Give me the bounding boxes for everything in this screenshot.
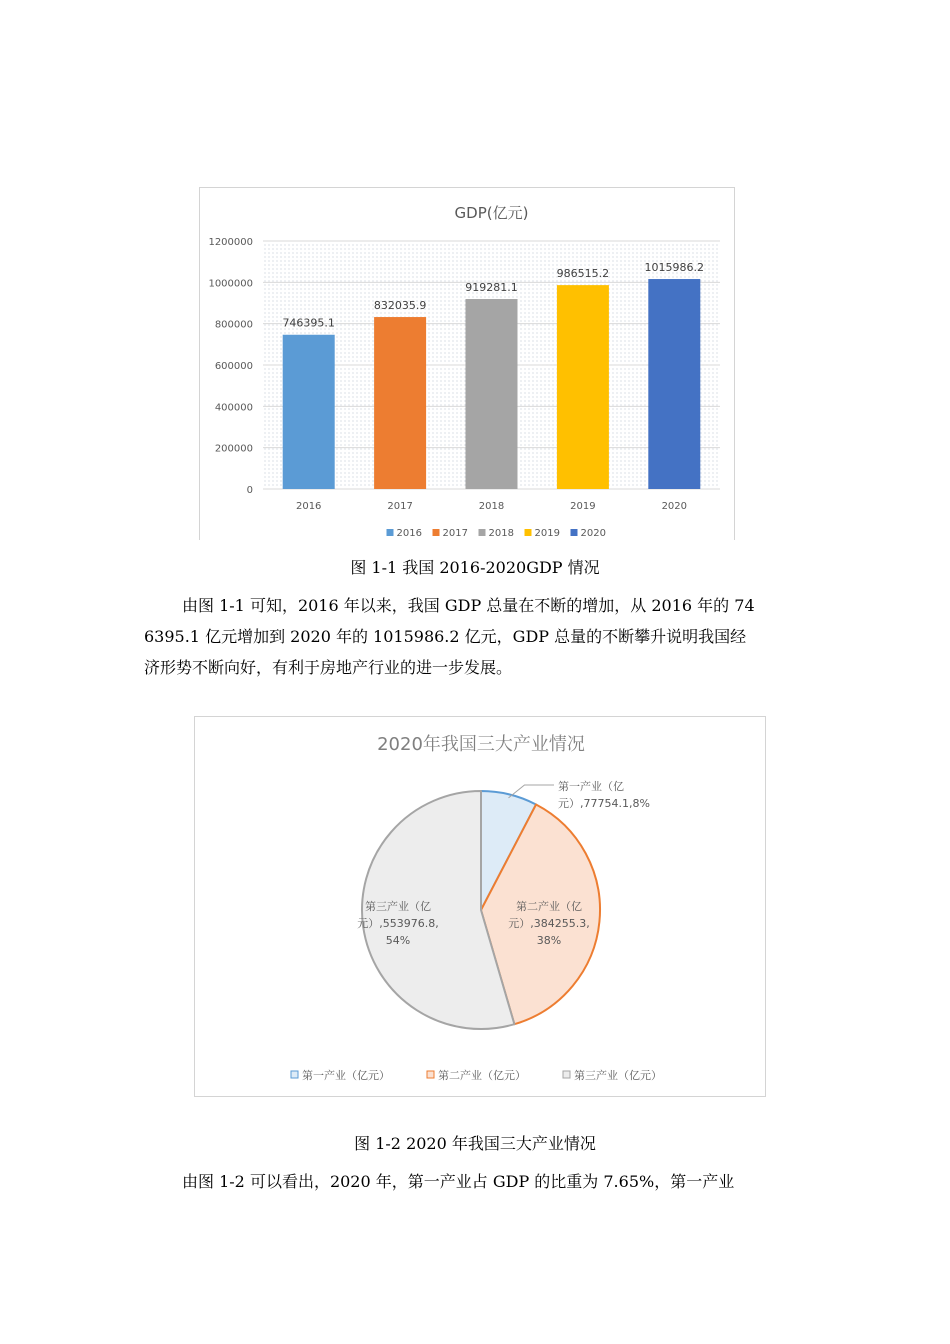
pie-chart-title: 2020年我国三大产业情况 [377, 734, 585, 755]
pie-data-label: 第一产业（亿 [558, 780, 624, 793]
legend-label: 2016 [396, 528, 422, 539]
figure-2-caption: 图 1-2 2020 年我国三大产业情况 [354, 1134, 596, 1153]
y-tick-label: 200000 [214, 443, 253, 455]
pie-data-label: 元）,77754.1,8% [558, 797, 650, 810]
bar-chart-title: GDP(亿元) [454, 204, 529, 222]
paragraph-2-line-1: 由图 1-2 可以看出，2020 年，第一产业占 GDP 的比重为 7.65%，第一产业 [182, 1172, 735, 1191]
y-tick-label: 600000 [214, 361, 253, 372]
industry-pie-chart-svg [195, 717, 767, 1098]
bar-value-label: 1015986.2 [644, 261, 705, 275]
bar-2018 [466, 299, 518, 489]
x-tick-label: 2019 [570, 501, 596, 512]
paragraph-1 [144, 590, 808, 683]
legend-label: 第三产业（亿元） [574, 1069, 662, 1082]
y-tick-label: 1000000 [208, 278, 253, 290]
legend-swatch [479, 529, 486, 536]
x-tick-label: 2020 [661, 501, 688, 512]
x-tick-label: 2016 [295, 501, 322, 512]
paragraph-1-line-2: 6395.1 亿元增加到 2020 年的 1015986.2 亿元，GDP 总量的不断攀升说明我国经 [144, 627, 747, 646]
bar-value-label: 832035.9 [373, 299, 427, 313]
bar-value-label: 746395.1 [282, 316, 335, 330]
paragraph-2 [144, 1166, 808, 1197]
legend-swatch [571, 529, 578, 536]
legend-swatch [291, 1071, 298, 1078]
bar-2020 [648, 279, 700, 489]
pie-data-label: 元）,553976.8, [357, 917, 439, 930]
x-tick-label: 2017 [387, 501, 413, 512]
legend-swatch [563, 1071, 570, 1078]
gdp-bar-chart-svg [200, 188, 736, 541]
x-tick-label: 2018 [478, 501, 505, 512]
paragraph-1-line-3: 济形势不断向好，有利于房地产行业的进一步发展。 [144, 658, 513, 677]
pie-data-label: 38% [536, 934, 562, 947]
y-tick-label: 0 [246, 485, 253, 496]
paragraph-1-line-1: 由图 1-1 可知，2016 年以来，我国 GDP 总量在不断的增加，从 2016 年的 74 [182, 596, 755, 615]
legend-label: 第二产业（亿元） [438, 1069, 526, 1082]
bar-value-label: 919281.1 [465, 281, 518, 295]
legend-swatch [387, 529, 394, 536]
legend-label: 2019 [534, 528, 560, 539]
pie-data-label: 第三产业（亿 [365, 900, 431, 913]
bar-2016 [283, 335, 335, 489]
y-tick-label: 800000 [214, 319, 253, 331]
legend-label: 2017 [442, 528, 468, 539]
y-tick-label: 1200000 [208, 237, 253, 248]
figure-1-caption: 图 1-1 我国 2016-2020GDP 情况 [350, 558, 600, 577]
legend-swatch [525, 529, 532, 536]
pie-data-label: 元）,384255.3, [508, 917, 590, 930]
bar-2019 [557, 285, 609, 489]
legend-label: 2020 [580, 528, 606, 539]
pie-data-label: 第二产业（亿 [516, 900, 582, 913]
industry-pie-chart [194, 716, 766, 1097]
legend-label: 2018 [488, 528, 514, 539]
legend-swatch [427, 1071, 434, 1078]
y-tick-label: 400000 [214, 402, 253, 414]
pie-data-label: 54% [385, 934, 411, 947]
bar-value-label: 986515.2 [556, 267, 610, 281]
legend-label: 第一产业（亿元） [302, 1069, 390, 1082]
bar-2017 [374, 317, 426, 489]
legend-swatch [433, 529, 440, 536]
gdp-bar-chart [199, 187, 735, 540]
